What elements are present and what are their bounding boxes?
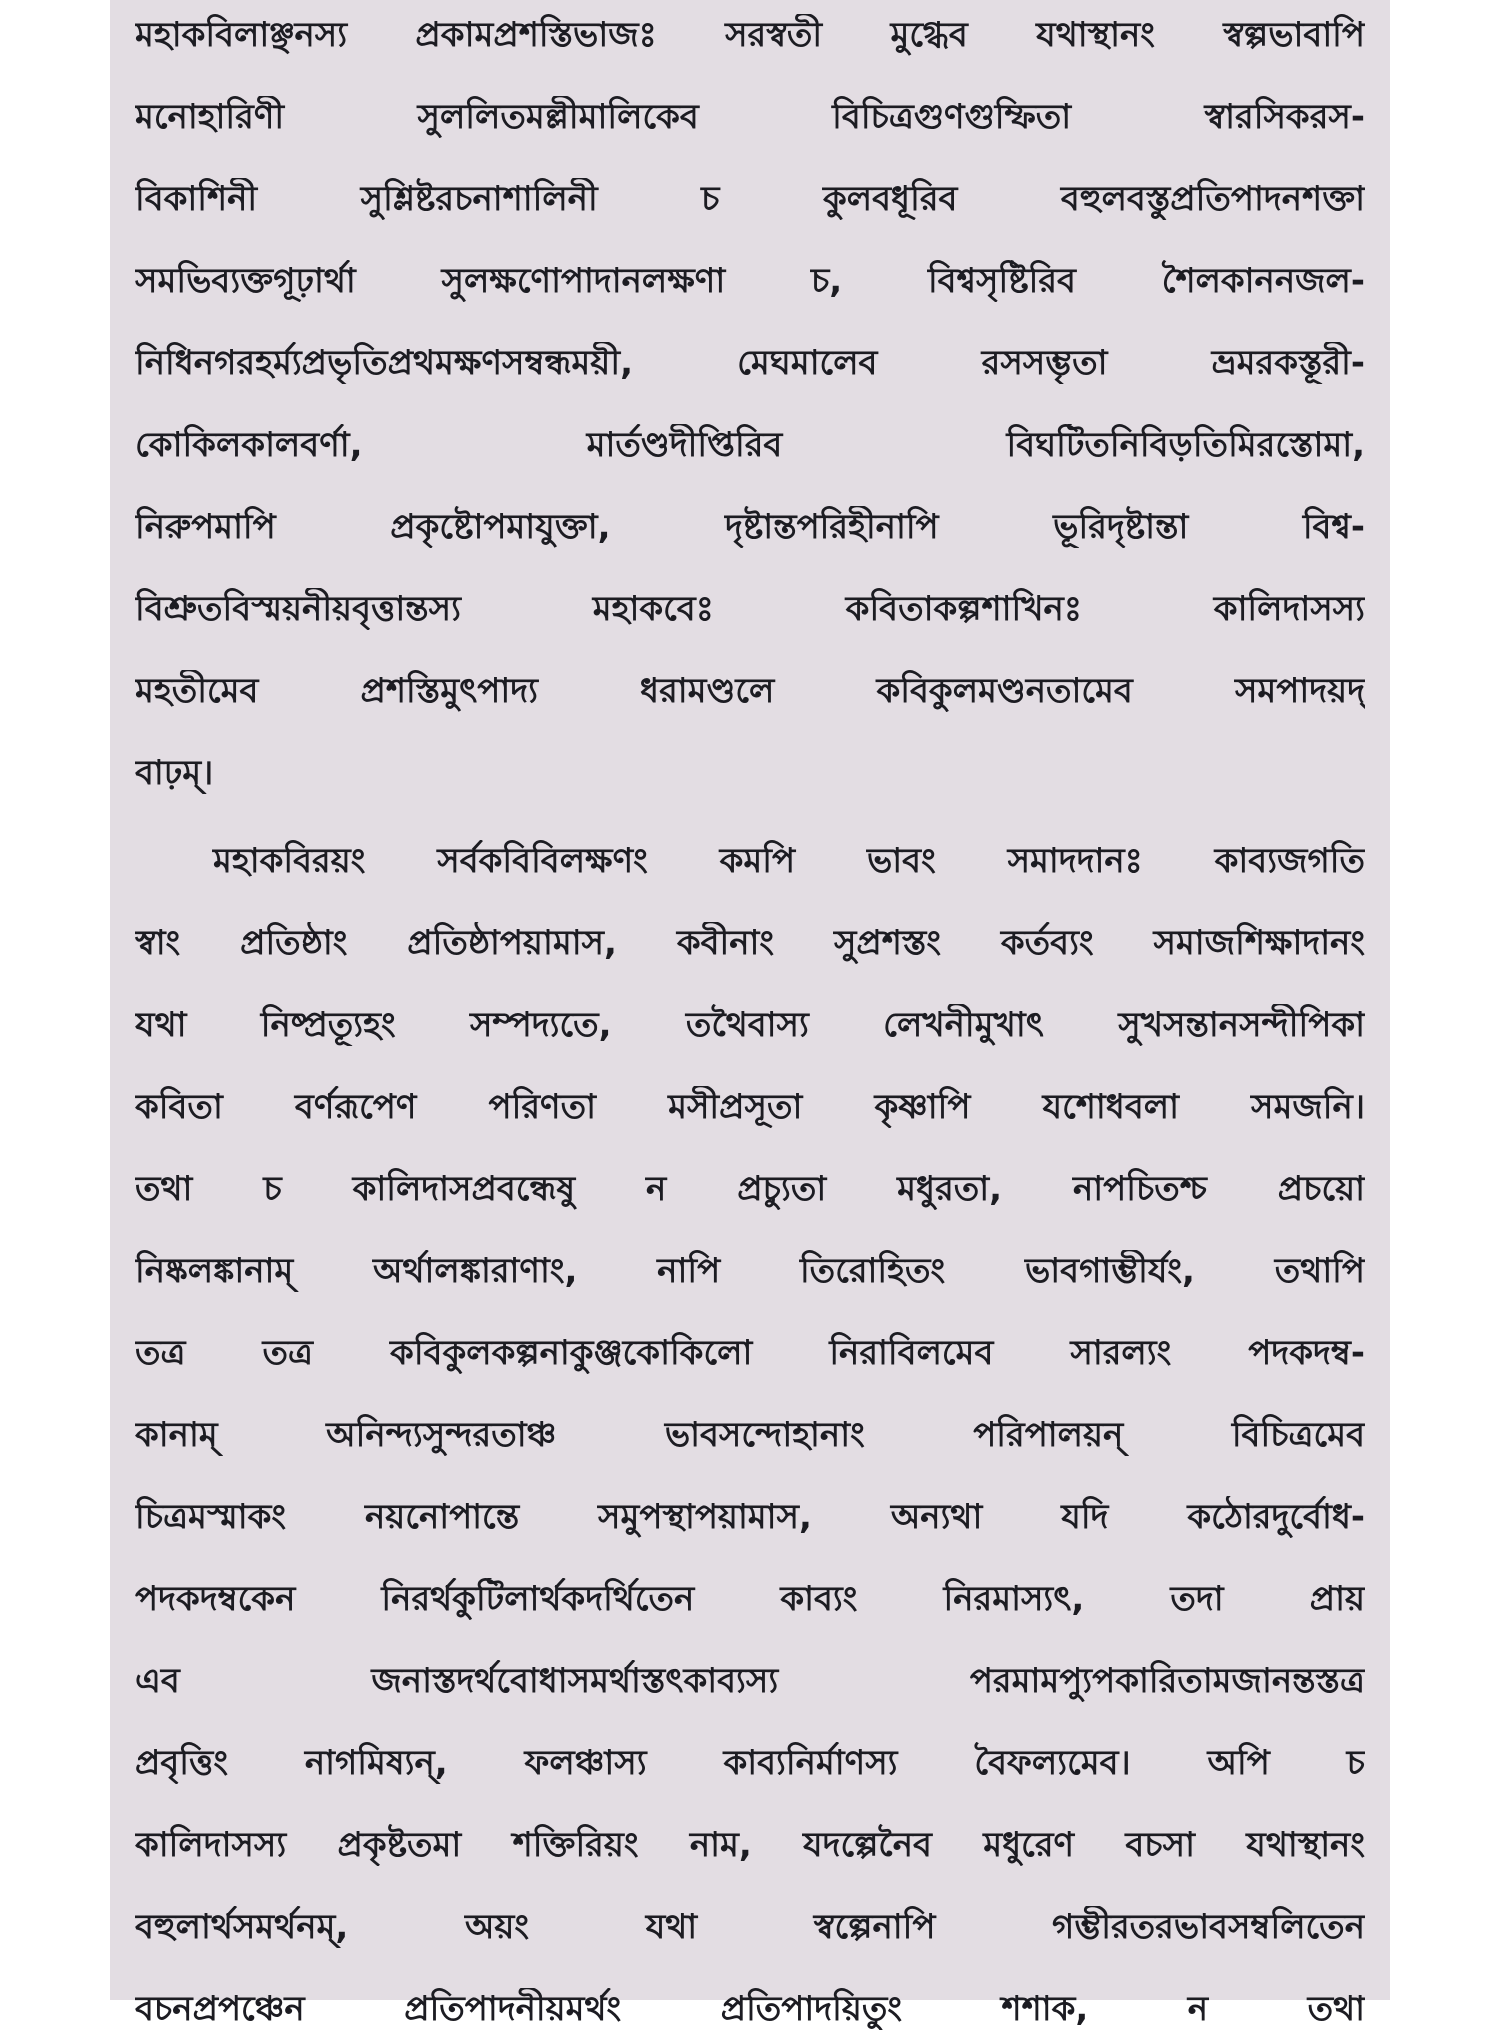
text-line: নিরুপমাপি প্রকৃষ্টোপমাযুক্তা, দৃষ্টান্তপরিহীনাপি ভূরিদৃষ্টান্তা বিশ্ব- — [135, 507, 1365, 547]
scanned-page — [110, 0, 1390, 2029]
text-line: কোকিলকালবর্ণা, মার্তণ্ডদীপ্তিরিব বিঘটিতনিবিড়তিমিরস্তোমা, — [135, 425, 1365, 465]
text-line: বিকাশিনী সুশ্লিষ্টরচনাশালিনী চ কুলবধূরিব বহুলবস্তুপ্রতিপাদনশক্তা — [135, 179, 1365, 219]
text-line: মহাকবিলাঞ্ছনস্য প্রকামপ্রশস্তিভাজঃ সরস্বতী মুগ্ধেব যথাস্থানং স্বল্পভাবাপি — [135, 15, 1365, 55]
text-line: তথা চ কালিদাসপ্রবন্ধেষু ন প্রচ্যুতা মধুরতা, নাপচিতশ্চ প্রচয়ো — [135, 1169, 1365, 1209]
text-line: বচনপ্রপঞ্চেন প্রতিপাদনীয়মর্থং প্রতিপাদয়িতুং শশাক, ন তথা — [135, 1989, 1365, 2029]
text-line: বিশ্রুতবিস্ময়নীয়বৃত্তান্তস্য মহাকবেঃ কবিতাকল্পশাখিনঃ কালিদাসস্য — [135, 589, 1365, 629]
text-line: নিষ্কলঙ্কানাম্ অর্থালঙ্কারাণাং, নাপি তিরোহিতং ভাবগাম্ভীর্যং, তথাপি — [135, 1251, 1365, 1291]
text-line: কবিতা বর্ণরূপেণ পরিণতা মসীপ্রসূতা কৃষ্ণাপি যশোধবলা সমজনি। — [135, 1087, 1365, 1127]
text-line: তত্র তত্র কবিকুলকল্পনাকুঞ্জকোকিলো নিরাবিলমেব সারল্যং পদকদম্ব- — [135, 1333, 1365, 1373]
text-line: মহাকবিরয়ং সর্বকবিবিলক্ষণং কমপি ভাবং সমাদদানঃ কাব্যজগতি — [213, 841, 1365, 881]
paragraph-1 — [135, 14, 1365, 794]
paragraph-2 — [135, 840, 1365, 2030]
text-line: পদকদম্বকেন নিরর্থকুটিলার্থকদর্থিতেন কাব্যং নিরমাস্যৎ, তদা প্রায় — [135, 1579, 1365, 1619]
text-line: মহতীমেব প্রশস্তিমুৎপাদ্য ধরামণ্ডলে কবিকুলমণ্ডনতামেব সমপাদয়দ্ — [135, 671, 1365, 711]
text-line: সমভিব্যক্তগূঢ়ার্থা সুলক্ষণোপাদানলক্ষণা চ, বিশ্বসৃষ্টিরিব শৈলকাননজল- — [135, 261, 1365, 301]
text-line: বাঢ়ম্। — [135, 753, 214, 793]
text-line: প্রবৃত্তিং নাগমিষ্যন্, ফলঞ্চাস্য কাব্যনির্মাণস্য বৈফল্যমেব। অপি চ — [135, 1743, 1365, 1783]
text-line: যথা নিষ্প্রত্যূহং সম্পদ্যতে, তথৈবাস্য লেখনীমুখাৎ সুখসন্তানসন্দীপিকা — [135, 1005, 1365, 1045]
text-line: এব জনাস্তদর্থবোধাসমর্থাস্তৎকাব্যস্য পরমামপ্যুপকারিতামজানন্তস্তত্র — [135, 1661, 1365, 1701]
text-line: স্বাং প্রতিষ্ঠাং প্রতিষ্ঠাপয়ামাস, কবীনাং সুপ্রশস্তং কর্তব্যং সমাজশিক্ষাদানং — [135, 923, 1365, 963]
text-line: নিধিনগরহর্ম্যপ্রভৃতিপ্রথমক্ষণসম্বন্ধময়ী, মেঘমালেব রসসম্ভৃতা ভ্রমরকস্তূরী- — [135, 343, 1365, 383]
text-line: কালিদাসস্য প্রকৃষ্টতমা শক্তিরিয়ং নাম, যদল্পেনৈব মধুরেণ বচসা যথাস্থানং — [135, 1825, 1365, 1865]
text-line: চিত্রমস্মাকং নয়নোপান্তে সমুপস্থাপয়ামাস, অন্যথা যদি কঠোরদুর্বোধ- — [135, 1497, 1365, 1537]
text-line: কানাম্ অনিন্দ্যসুন্দরতাঞ্চ ভাবসন্দোহানাং পরিপালয়ন্ বিচিত্রমেব — [135, 1415, 1365, 1455]
text-line: বহুলার্থসমর্থনম্, অয়ং যথা স্বল্পেনাপি গম্ভীরতরভাবসম্বলিতেন — [135, 1907, 1365, 1947]
text-line: মনোহারিণী সুললিতমল্লীমালিকেব বিচিত্রগুণগুম্ফিতা স্বারসিকরস- — [135, 97, 1365, 137]
